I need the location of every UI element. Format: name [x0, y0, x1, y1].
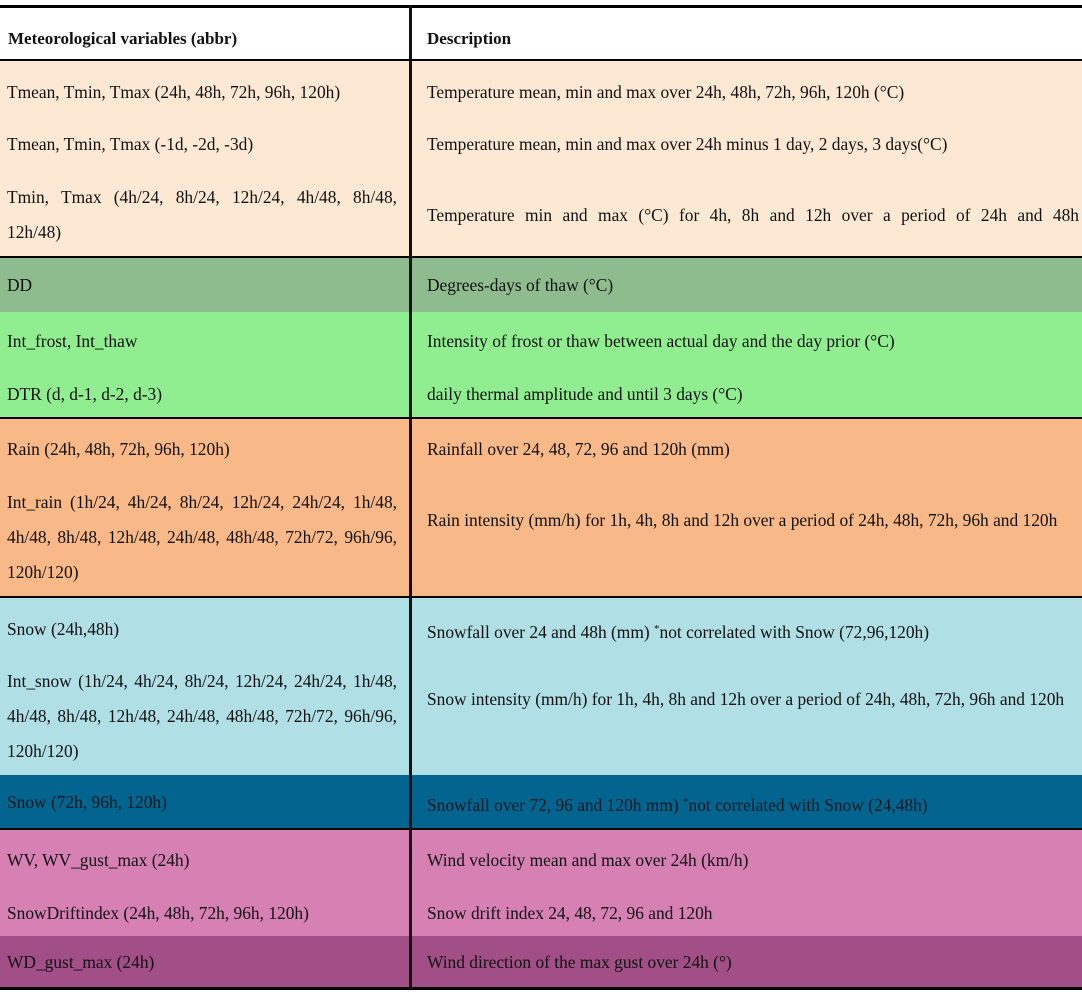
variable-cell: Rain (24h, 48h, 72h, 96h, 120h) [7, 439, 230, 459]
footnote-marker: * [683, 796, 689, 808]
variable-cell: DTR (d, d-1, d-2, d-3) [7, 384, 163, 404]
description-cell: Temperature min and max (°C) for 4h, 8h and 12h over a period of 24h and 48h [427, 205, 1079, 225]
table-bottom-rule [0, 987, 1082, 990]
description-cell: daily thermal amplitude and until 3 days (°C) [427, 384, 743, 404]
variable-cell: SnowDriftindex (24h, 48h, 72h, 96h, 120h) [7, 903, 309, 923]
description-cell: Rainfall over 24, 48, 72, 96 and 120h (mm) [427, 439, 730, 459]
variable-cell: Int_frost, Int_thaw [7, 331, 138, 351]
group-rain [0, 419, 1082, 598]
description-cell: Snowfall over 72, 96 and 120h mm) *not correlated with Snow (24,48h) [427, 795, 928, 815]
column-divider [409, 5, 412, 989]
group-wind-direction [0, 936, 1082, 989]
variable-cell: Snow (24h,48h) [7, 619, 120, 639]
variable-cell: Tmin, Tmax (4h/24, 8h/24, 12h/24, 4h/48, 8h/48, 12h/48) [7, 187, 397, 242]
description-cell: Snowfall over 24 and 48h (mm) *not correlated with Snow (72,96,120h) [427, 622, 930, 642]
description-cell: Rain intensity (mm/h) for 1h, 4h, 8h and 12h over a period of 24h, 48h, 72h, 96h and 120h [427, 510, 1058, 530]
group-temperature [0, 61, 1082, 258]
description-cell: Intensity of frost or thaw between actual day and the day prior (°C) [427, 331, 895, 351]
table-header [0, 5, 1082, 61]
variable-cell: WV, WV_gust_max (24h) [7, 850, 190, 870]
variables-table [0, 5, 1082, 989]
variable-cell: DD [7, 275, 33, 295]
variable-cell: WD_gust_max (24h) [7, 952, 155, 972]
variable-cell: Tmean, Tmin, Tmax (-1d, -2d, -3d) [7, 134, 254, 154]
variable-cell: Tmean, Tmin, Tmax (24h, 48h, 72h, 96h, 120h) [7, 82, 341, 102]
description-cell: Temperature mean, min and max over 24h, 48h, 72h, 96h, 120h (°C) [427, 82, 905, 102]
group-snow [0, 598, 1082, 775]
group-frost [0, 312, 1082, 419]
footnote-marker: * [654, 623, 660, 635]
description-cell: Snow drift index 24, 48, 72, 96 and 120h [427, 903, 713, 923]
group-snow-long [0, 775, 1082, 830]
group-degree-days [0, 258, 1082, 312]
variable-cell: Int_rain (1h/24, 4h/24, 8h/24, 12h/24, 24h/24, 1h/48, 4h/48, 8h/48, 12h/48, 24h/48, 48h/48, 72h/72, 96h/96, 120h/120) [7, 492, 397, 582]
description-cell: Degrees-days of thaw (°C) [427, 275, 614, 295]
description-cell: Wind velocity mean and max over 24h (km/h) [427, 850, 749, 870]
variable-cell: Snow (72h, 96h, 120h) [7, 792, 167, 812]
description-cell: Wind direction of the max gust over 24h (°) [427, 952, 732, 972]
header-variables: Meteorological variables (abbr) [8, 29, 238, 48]
description-cell: Snow intensity (mm/h) for 1h, 4h, 8h and 12h over a period of 24h, 48h, 72h, 96h and 120h [427, 689, 1065, 709]
variable-cell: Int_snow (1h/24, 4h/24, 8h/24, 12h/24, 24h/24, 1h/48, 4h/48, 8h/48, 12h/48, 24h/48, 48h/48, 72h/72, 96h/96, 120h/120) [7, 671, 397, 761]
header-description: Description [427, 29, 512, 48]
group-wind [0, 830, 1082, 936]
description-cell: Temperature mean, min and max over 24h minus 1 day, 2 days, 3 days(°C) [427, 134, 948, 154]
